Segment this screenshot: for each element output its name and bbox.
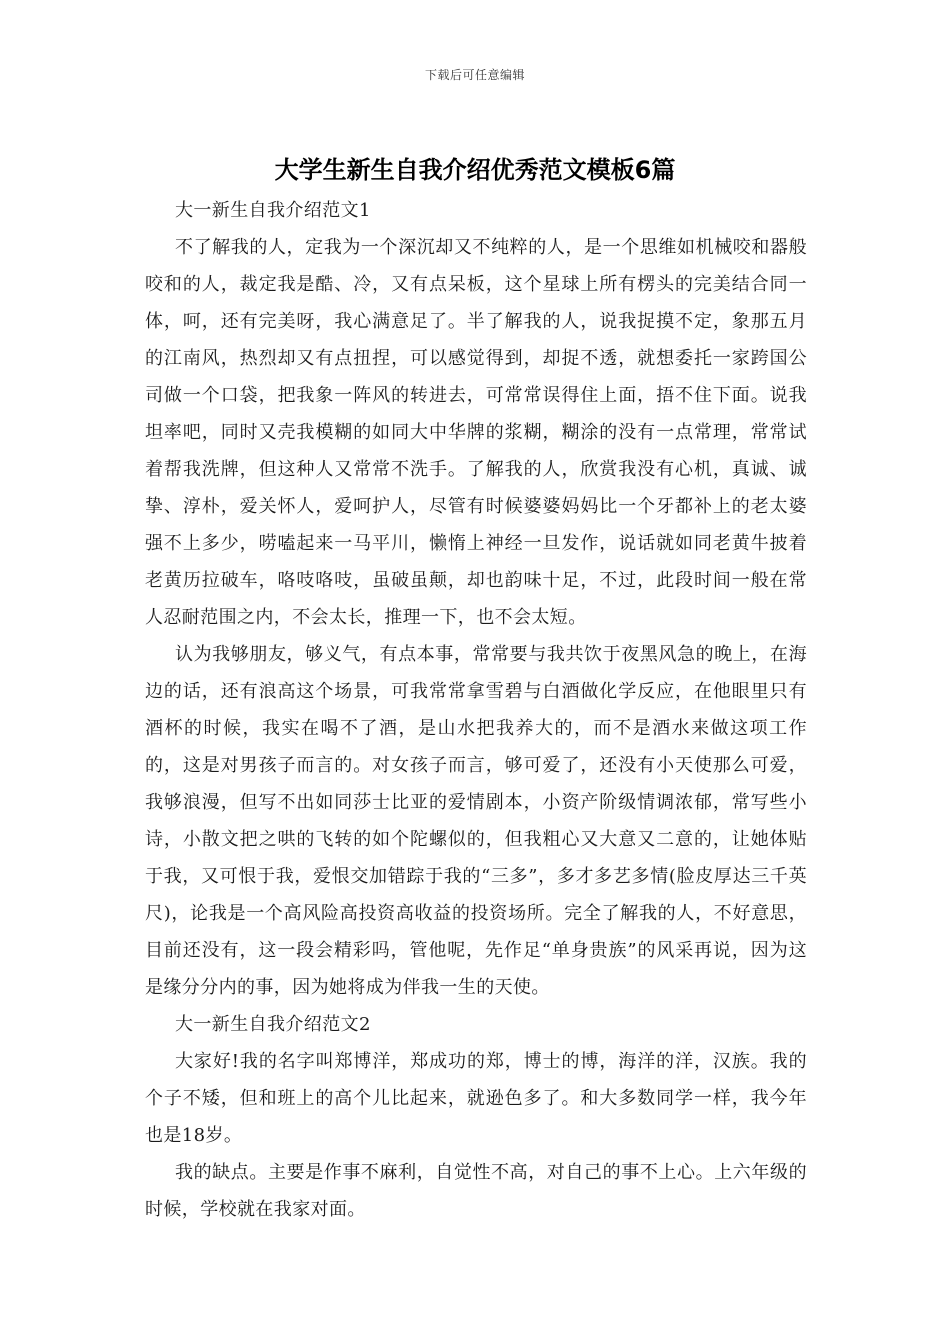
section-heading-1: 大一新生自我介绍范文1 xyxy=(175,200,371,221)
paragraph-1-1: 不了解我的人，定我为一个深沉却又不纯粹的人，是一个思维如机械咬和器般咬和的人，裁定我是酷、冷，又有点呆板，这个星球上所有楞头的完美结合同一体，呵，还有完美呀，我心满意足了。半了解我的人，说我捉摸不定，象那五月的江南风，热烈却又有点扭捏，可以感觉得到，却捉不透，就想委托一家跨国公司做一个口袋，把我象一阵风的转进去，可常常误得住上面，捂不住下面。说我坦率吧，同时又壳我模糊的如同大中华牌的浆糊，糊涂的没有一点常理，常常试着帮我洗牌，但这种人又常常不洗手。了解我的人，欣赏我没有心机，真诚、诚挚、淳朴，爱关怀人，爱呵护人，尽管有时候婆婆妈妈比一个牙都补上的老太婆强不上多少，唠嗑起来一马平川，懒惰上神经一旦发作，说话就如同老黄牛披着老黄历拉破车，咯吱咯吱，虽破虽颠，却也韵味十足，不过，此段时间一般在常人忍耐范围之内，不会太长，推理一下，也不会太短。 xyxy=(145,237,807,628)
header-note: 下载后可任意编辑 xyxy=(424,68,525,82)
document-body xyxy=(145,192,807,1228)
document-title: 大学生新生自我介绍优秀范文模板6篇 xyxy=(274,156,676,184)
paragraph-2-1: 大家好!我的名字叫郑博洋，郑成功的郑，博士的博，海洋的洋，汉族。我的个子不矮，但和班上的高个儿比起来，就逊色多了。和大多数同学一样，我今年也是18岁。 xyxy=(145,1051,807,1146)
paragraph-2-2: 我的缺点。主要是作事不麻利，自觉性不高，对自己的事不上心。上六年级的时候，学校就在我家对面。 xyxy=(145,1162,807,1220)
paragraph-1-2: 认为我够朋友，够义气，有点本事，常常要与我共饮于夜黑风急的晚上，在海边的话，还有浪高这个场景，可我常常拿雪碧与白酒做化学反应，在他眼里只有酒杯的时候，我实在喝不了酒，是山水把我养大的，而不是酒水来做这项工作的，这是对男孩子而言的。对女孩子而言，够可爱了，还没有小天使那么可爱，我够浪漫，但写不出如同莎士比亚的爱情剧本，小资产阶级情调浓郁，常写些小诗，小散文把之哄的飞转的如个陀螺似的，但我粗心又大意又二意的，让她体贴于我，又可恨于我，爱恨交加错踪于我的“三多”，多才多艺多情(脸皮厚达三千英尺)，论我是一个高风险高投资高收益的投资场所。完全了解我的人，不好意思，目前还没有，这一段会精彩吗，管他呢，先作足“单身贵族”的风采再说，因为这是缘分分内的事，因为她将成为伴我一生的天使。 xyxy=(145,644,807,998)
section-heading-2: 大一新生自我介绍范文2 xyxy=(175,1014,371,1035)
